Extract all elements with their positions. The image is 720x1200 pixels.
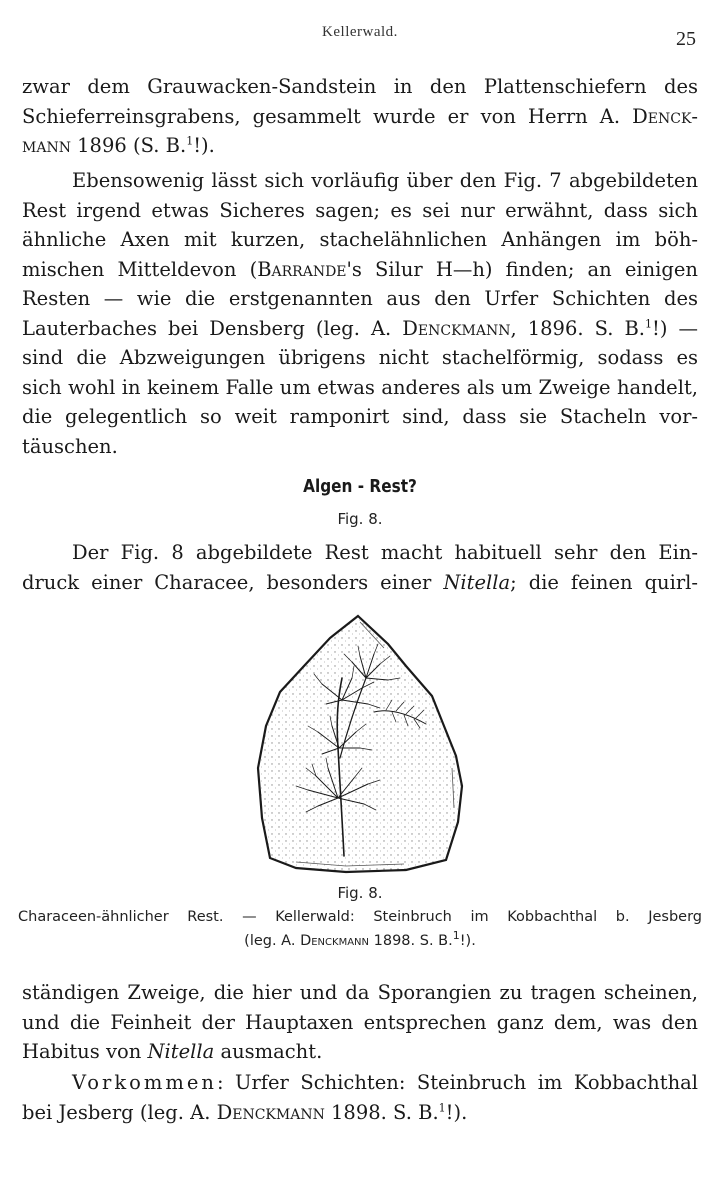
fossil-slab-drawing: [256, 608, 472, 874]
figure-caption: [18, 905, 702, 953]
text-line: ähnliche Axen mit kurzen, stachelähnlichen Anhängen im böh-: [22, 228, 698, 251]
page-number: 25: [676, 28, 696, 50]
text-line: Resten — wie die erstgenannten aus den Urfer Schichten des: [22, 287, 698, 310]
caption-line: (leg. A. Denckmann 1898. S. B.$^1$!).: [244, 929, 476, 949]
paragraph-5: [22, 1068, 698, 1127]
running-head: [0, 24, 720, 54]
text-line: und die Feinheit der Hauptaxen entsprechen ganz dem, was den: [22, 1010, 698, 1034]
paragraph-3: [22, 538, 698, 597]
text-line: Vorkommen: Urfer Schichten: Steinbruch im Kobbachthal: [72, 1071, 698, 1094]
text-line: sind die Abzweigungen übrigens nicht stachelförmig, sodass es: [22, 346, 698, 369]
text-line: Lauterbaches bei Densberg (leg. A. Denckmann, 1896. S. B.$^1$!) —: [22, 316, 698, 340]
figure-reference: Fig. 8.: [337, 510, 383, 528]
running-title: Kellerwald.: [322, 24, 398, 40]
text-line: bei Jesberg (leg. A. Denckmann 1898. S. B.$^1$!).: [22, 1100, 468, 1124]
text-line: ständigen Zweige, die hier und da Sporangien zu tragen scheinen,: [22, 981, 698, 1004]
paragraph-1: [22, 72, 698, 161]
text-line: sich wohl in keinem Falle um etwas anderes als um Zweige handelt,: [22, 375, 698, 399]
paragraph-2: [22, 166, 698, 461]
text-line: zwar dem Grauwacken-Sandstein in den Plattenschiefern des: [22, 75, 698, 98]
text-line: druck einer Characee, besonders einer Nitella; die feinen quirl-: [22, 570, 698, 594]
fossil-figure: [256, 608, 472, 878]
text-line: Habitus von Nitella ausmacht.: [22, 1040, 323, 1063]
caption-line: Characeen-ähnlicher Rest. — Kellerwald: Steinbruch im Kobbachthal b. Jesberg: [18, 909, 702, 925]
text-line: Ebensowenig lässt sich vorläufig über den Fig. 7 abgebildeten: [72, 169, 698, 192]
figure-label: Fig. 8.: [337, 884, 383, 902]
section-heading: Algen - Rest?: [303, 476, 417, 497]
text-line: mischen Mitteldevon (Barrande's Silur H—h) finden; an einigen: [22, 257, 698, 281]
text-line: Schieferreinsgrabens, gesammelt wurde er von Herrn A. Denck-: [22, 104, 698, 128]
paragraph-4: [22, 978, 698, 1067]
text-line: täuschen.: [22, 434, 118, 458]
text-line: mann 1896 (S. B.$^1$!).: [22, 134, 215, 157]
text-line: Der Fig. 8 abgebildete Rest macht habituell sehr den Ein-: [72, 541, 698, 564]
text-line: Rest irgend etwas Sicheres sagen; es sei nur erwähnt, dass sich: [22, 198, 698, 222]
text-line: die gelegentlich so weit ramponirt sind, dass sie Stacheln vor-: [22, 405, 698, 428]
